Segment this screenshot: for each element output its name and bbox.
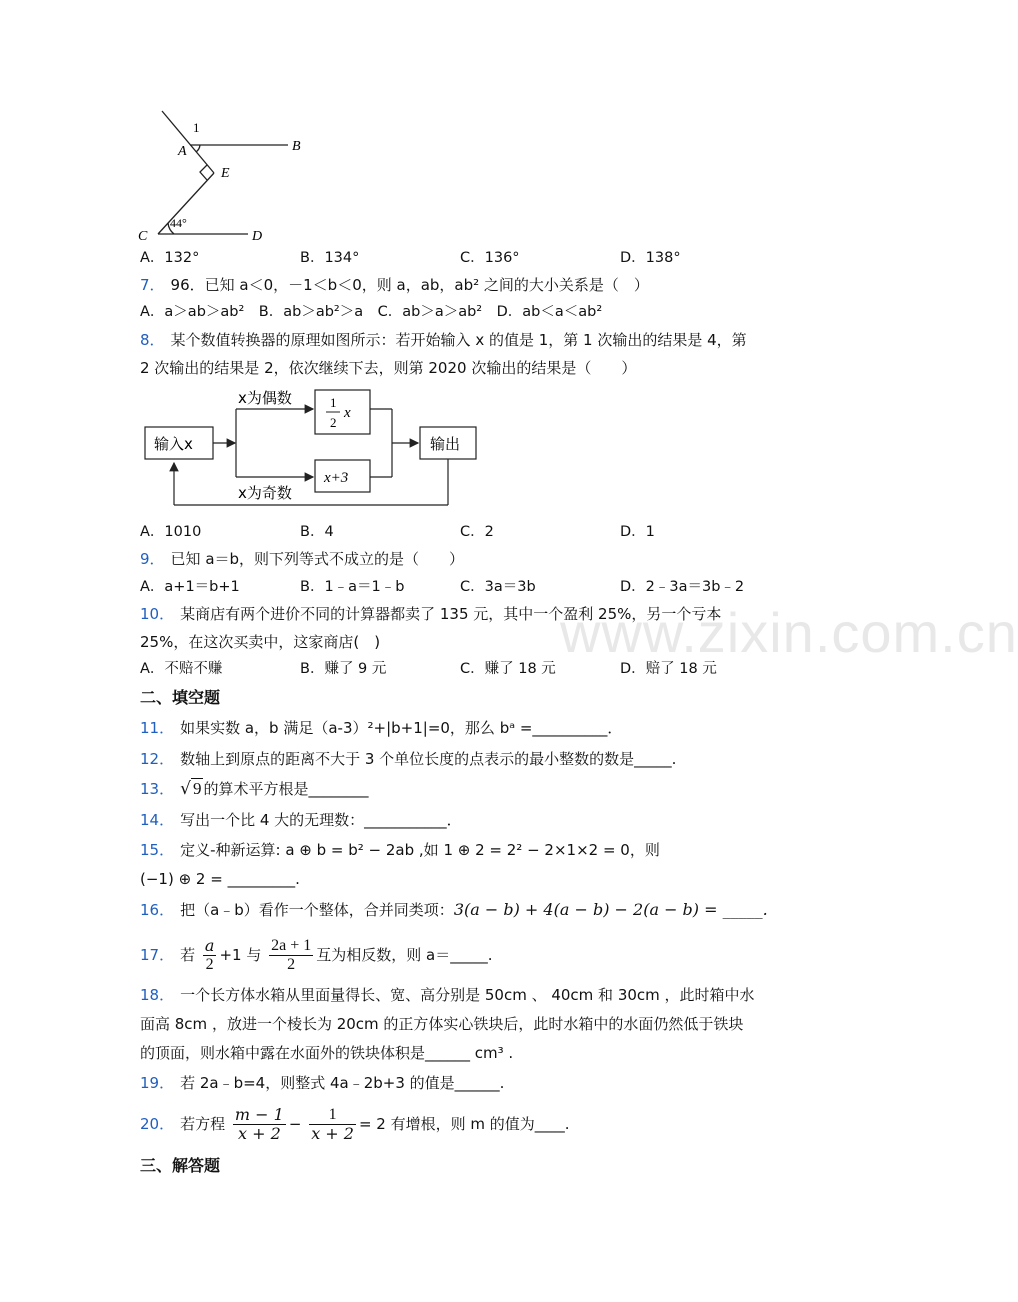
question-number: 15．: [140, 841, 175, 859]
q6-option-a: A．132°: [140, 250, 200, 266]
question-text: 某商店有两个进价不同的计算器都卖了 135 元，其中一个盈利 25%，另一个亏本: [180, 605, 722, 623]
minus-sign: −: [288, 1115, 302, 1133]
question-text: 数轴上到原点的距离不大于 3 个单位长度的点表示的最小整数的数是_____.: [180, 750, 677, 768]
flow-half-den: 2: [330, 415, 337, 430]
flow-input-label: 输入x: [154, 435, 193, 453]
label-1: 1: [193, 120, 200, 135]
q6-option-c: C．136°: [460, 250, 520, 266]
question-text: 写出一个比 4 大的无理数：___________．: [180, 811, 462, 829]
label-A: A: [178, 144, 187, 159]
question-number: 16．: [140, 901, 175, 919]
angle-44: 44°: [170, 216, 187, 230]
q6-option-b: B．134°: [300, 250, 360, 266]
question-10: [140, 604, 721, 624]
fraction-denominator: 2: [205, 956, 214, 973]
fraction-numerator: a: [204, 936, 215, 955]
question-number: 17．: [140, 946, 175, 964]
angle-figure: [130, 105, 320, 245]
question-10-line-2: 25%，在这次买卖中，这家商店( ): [140, 633, 381, 651]
question-text: 如果实数 a，b 满足（a-3）²+|b+1|=0，那么 bᵃ =__________．: [180, 719, 623, 737]
q10-option-c: C．赚了 18 元: [460, 661, 556, 677]
fraction-denominator: x + 2: [311, 1124, 354, 1143]
fraction-numerator: m − 1: [234, 1105, 284, 1124]
fraction-numerator: 2a + 1: [271, 937, 312, 954]
question-14: [140, 810, 462, 830]
q8-option-d: D．1: [620, 524, 655, 540]
q6-option-d: D．138°: [620, 250, 681, 266]
label-C: C: [138, 229, 148, 244]
question-8-line-2: 2 次输出的结果是 2，依次继续下去，则第 2020 次输出的结果是（ ）: [140, 359, 637, 377]
q9-option-d: D．2﹣3a＝3b﹣2: [620, 579, 745, 595]
label-E: E: [221, 166, 230, 181]
question-7: [140, 275, 649, 295]
question-number: 18．: [140, 986, 175, 1004]
question-pre: 若方程: [180, 1115, 226, 1133]
question-text: 若 2a﹣b=4，则整式 4a﹣2b+3 的值是______.: [180, 1074, 505, 1092]
question-17: [140, 935, 492, 975]
fraction-denominator: 2: [287, 956, 296, 973]
flow-output-label: 输出: [430, 435, 461, 453]
question-pre: 若: [180, 946, 196, 964]
label-D: D: [252, 229, 263, 244]
question-number: 7．: [140, 276, 165, 294]
question-18: [140, 985, 755, 1005]
question-9: [140, 549, 464, 569]
question-number: 9．: [140, 550, 165, 568]
q8-option-b: B．4: [300, 524, 334, 540]
fraction-denominator: x + 2: [237, 1124, 281, 1143]
question-text: 已知 a＝b，则下列等式不成立的是（ ）: [170, 550, 465, 568]
question-text: 把（a﹣b）看作一个整体，合并同类项：: [180, 901, 454, 919]
flow-half-num: 1: [330, 395, 337, 410]
q10-option-a: A．不赔不赚: [140, 661, 223, 677]
q7-options: A．a＞ab＞ab² B．ab＞ab²＞a C．ab＞a＞ab² D．ab＜a＜ab²: [140, 304, 603, 320]
fraction-1-over-x-plus-2: [309, 1106, 356, 1143]
section-heading-answers: 三、解答题: [140, 1156, 221, 1175]
sqrt-sign-icon: √: [180, 779, 191, 799]
question-13: [140, 779, 368, 799]
question-18-line-3: 的顶面，则水箱中露在水面外的铁块体积是______ cm³ .: [140, 1044, 514, 1062]
q10-option-d: D．赔了 18 元: [620, 661, 717, 677]
question-text: 一个长方体水箱从里面量得长、宽、高分别是 50cm 、 40cm 和 30cm ，此时箱中水: [180, 986, 755, 1004]
q9-option-b: B．1﹣a＝1﹣b: [300, 579, 405, 595]
question-15: [140, 840, 660, 860]
question-number: 20．: [140, 1115, 175, 1133]
fraction-a-over-2: [203, 937, 217, 974]
flow-chart: [140, 385, 480, 515]
question-number: 14．: [140, 811, 175, 829]
question-number: 10．: [140, 605, 175, 623]
sqrt-radicand: 9: [192, 779, 202, 798]
flow-odd-label: x为奇数: [238, 484, 292, 502]
flow-plus3-label: x+3: [324, 470, 349, 486]
question-number: 13．: [140, 780, 175, 798]
section-heading-fill-in: 二、填空题: [140, 688, 221, 707]
q9-option-a: A．a+1＝b+1: [140, 579, 240, 595]
question-text: 某个数值转换器的原理如图所示：若开始输入 x 的值是 1，第 1 次输出的结果是 4，第: [170, 331, 747, 349]
fraction-m-minus-1: [233, 1106, 286, 1143]
question-19: [140, 1073, 504, 1093]
question-20: [140, 1102, 570, 1146]
question-expression: 3(a − b) + 4(a − b) − 2(a − b) = _____.: [453, 900, 768, 919]
question-text: 定义-种新运算: a ⊕ b = b² − 2ab ,如 1 ⊕ 2 = 2² − 2×1×2 = 0，则: [180, 841, 660, 859]
watermark: www.zixin.com.cn: [560, 601, 1018, 664]
question-18-line-2: 面高 8cm ，放进一个棱长为 20cm 的正方体实心铁块后，此时水箱中的水面仍然低于铁块: [140, 1015, 744, 1033]
question-mid: +1 与: [219, 946, 262, 964]
question-text: 的算术平方根是________: [203, 780, 369, 798]
fraction-numerator: 1: [309, 1106, 356, 1125]
question-text: 96．已知 a＜0，－1＜b＜0，则 a，ab，ab² 之间的大小关系是（ ）: [170, 276, 649, 294]
question-post: = 2 有增根，则 m 的值为____.: [358, 1115, 570, 1133]
question-16: [140, 900, 768, 920]
question-number: 8．: [140, 331, 165, 349]
flow-half-var: x: [344, 405, 351, 421]
q8-option-a: A．1010: [140, 524, 202, 540]
question-number: 12．: [140, 750, 175, 768]
question-number: 19．: [140, 1074, 175, 1092]
question-number: 11．: [140, 719, 175, 737]
q9-option-c: C．3a＝3b: [460, 579, 536, 595]
question-15-line-2: (−1) ⊕ 2 = _________.: [140, 870, 300, 888]
q8-option-c: C．2: [460, 524, 494, 540]
question-12: [140, 749, 676, 769]
label-B: B: [292, 139, 301, 154]
question-8: [140, 330, 747, 350]
fraction-2a-plus-1-over-2: [269, 937, 313, 974]
question-11: [140, 718, 622, 738]
q10-option-b: B．赚了 9 元: [300, 661, 387, 677]
flow-even-label: x为偶数: [238, 389, 292, 407]
question-post: 互为相反数，则 a＝_____.: [316, 946, 493, 964]
